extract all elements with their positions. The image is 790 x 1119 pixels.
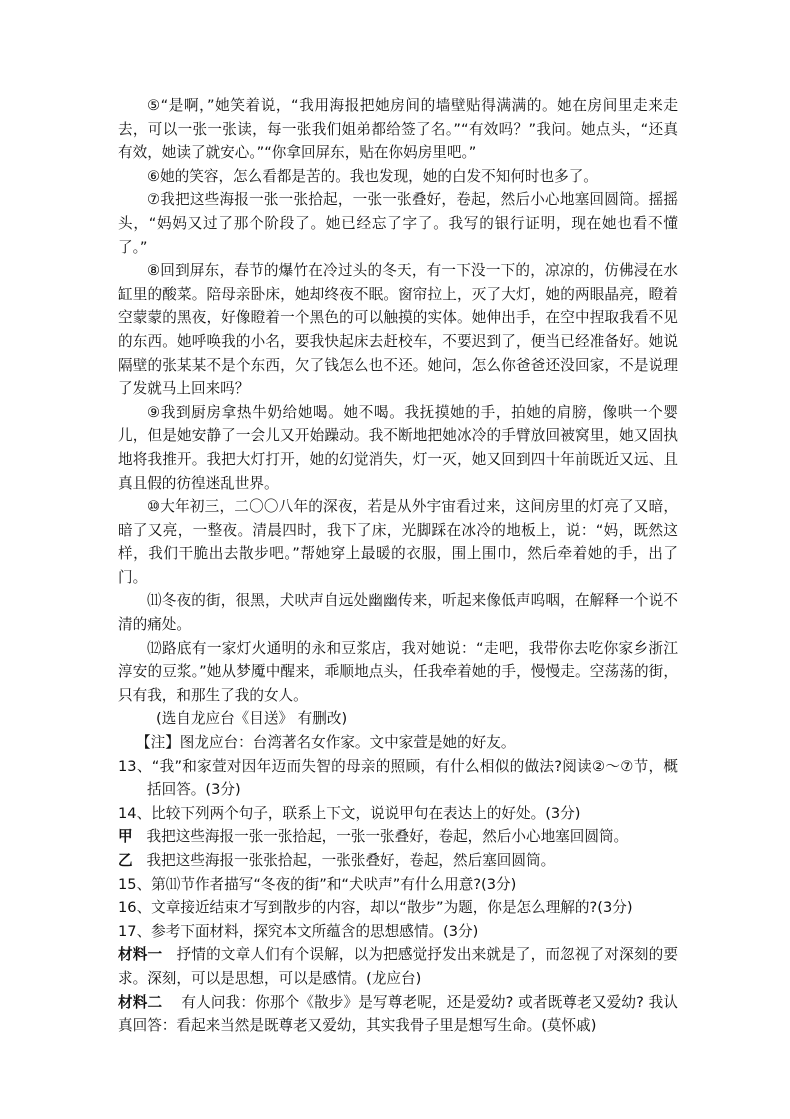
question-14-sentence-b [118,849,678,873]
material-1-label: 材料一 [118,946,163,964]
question-17: 17、参考下面材料，探究本文所蕴含的思想感情。(3分) [118,922,479,940]
paragraph-7: ⑦我把这些海报一张一张拾起，一张一张叠好，卷起，然后小心地塞回圆筒。摇摇头，“妈妈又过了那个阶段了。她已经忘了字了。我写的银行证明，现在她也看不懂了。” [118,191,678,256]
question-13: 13、“我”和家萱对因年迈而失智的母亲的照顾，有什么相似的做法?阅读②～⑦节，概括回答。(3分) [118,757,678,799]
paragraph-10: ⑩大年初三，二〇〇八年的深夜，若是从外宇宙看过来，这间房里的灯亮了又暗，暗了又亮，一整夜。清晨四时，我下了床，光脚踩在冰冷的地板上，说：“妈，既然这样，我们干脆出去散步吧。”帮她穿上最暖的衣服，围上围巾，然后牵着她的手，出了门。 [118,498,678,586]
paragraph-6: ⑥她的笑容，怎么看都是苦的。我也发现，她的白发不知何时也多了。 [147,167,598,185]
sentence-a-text: 我把这些海报一张一张拾起，一张一张叠好，卷起，然后小心地塞回圆筒。 [146,828,629,846]
paragraph-5: ⑤“是啊，”她笑着说，“我用海报把她房间的墙壁贴得满满的。她在房间里走来走去，可以一张一张读，每一张我们姐弟都给签了名。”“有效吗？”我问。她点头，“还真有效，她读了就安心。”“你拿回屏东，贴在你妈房里吧。” [118,97,678,162]
material-2-label: 材料二 [118,993,163,1011]
question-16: 16、文章接近结束才写到散步的内容，却以“散步”为题，你是怎么理解的?(3分) [118,899,633,917]
paragraph-9: ⑨我到厨房拿热牛奶给她喝。她不喝。我抚摸她的手，拍她的肩膀，像哄一个婴儿，但是她安静了一会儿又开始躁动。我不断地把她冰冷的手臂放回被窝里，她又固执地将我推开。我把大灯打开，她的幻觉消失，灯一灭，她又回到四十年前既近又远、且真且假的彷徨迷乱世界。 [118,403,678,492]
material-1 [118,943,678,990]
paragraph-11: ⑾冬夜的街，很黑，犬吠声自远处幽幽传来，听起来像低声呜咽，在解释一个说不清的痛处。 [118,592,678,634]
paragraph-12: ⑿路底有一家灯火通明的永和豆浆店，我对她说：“走吧，我带你去吃你家乡浙江淳安的豆浆。”她从梦魇中醒来，乖顺地点头，任我牵着她的手，慢慢走。空荡荡的街，只有我，和那生了我的女人。 [118,639,678,704]
material-2 [118,991,678,1038]
author-note: 【注】图龙应台：台湾著名女作家。文中家萱是她的好友。 [136,734,516,752]
sentence-b-label: 乙 [118,852,133,869]
material-1-text: 抒情的文章人们有个误解，以为把感觉抒发出来就是了，而忽视了对深刻的要求。深刻，可以是思想，可以是感情。(龙应台) [118,946,678,987]
sentence-a-label: 甲 [118,828,133,846]
question-14-sentence-a [118,825,678,849]
sentence-b-text: 我把这些海报一张张拾起，一张张叠好，卷起，然后塞回圆筒。 [146,852,556,869]
question-14: 14、比较下列两个句子，联系上下文，说说甲句在表达上的好处。(3分) [118,804,581,822]
question-15: 15、第⑾节作者描写“冬夜的街”和“犬吠声”有什么用意?(3分) [118,875,517,893]
document-body [118,94,678,1038]
source-citation: (选自龙应台《目送》 有删改) [156,710,348,728]
material-2-text: 有人问我：你那个《散步》是写尊老呢，还是爱幼? 或者既尊老又爱幼? 我认真回答：看起来当然是既尊老又爱幼，其实我骨子里是想写生命。(莫怀戚) [118,993,678,1035]
paragraph-8: ⑧回到屏东，春节的爆竹在冷过头的冬天，有一下没一下的，凉凉的，仿佛浸在水缸里的酸菜。陪母亲卧床，她却终夜不眠。窗帘拉上，灭了大灯，她的两眼晶亮，瞪着空蒙蒙的黑夜，好像瞪着一个黑色的可以触摸的实体。她伸出手，在空中捏取我看不见的东西。她呼唤我的小名，要我快起床去赶校车，不要迟到了，便当已经准备好。她说隔壁的张某某不是个东西，欠了钱怎么也不还。她问，怎么你爸爸还没回家，不是说理了发就马上回来吗？ [118,262,678,398]
